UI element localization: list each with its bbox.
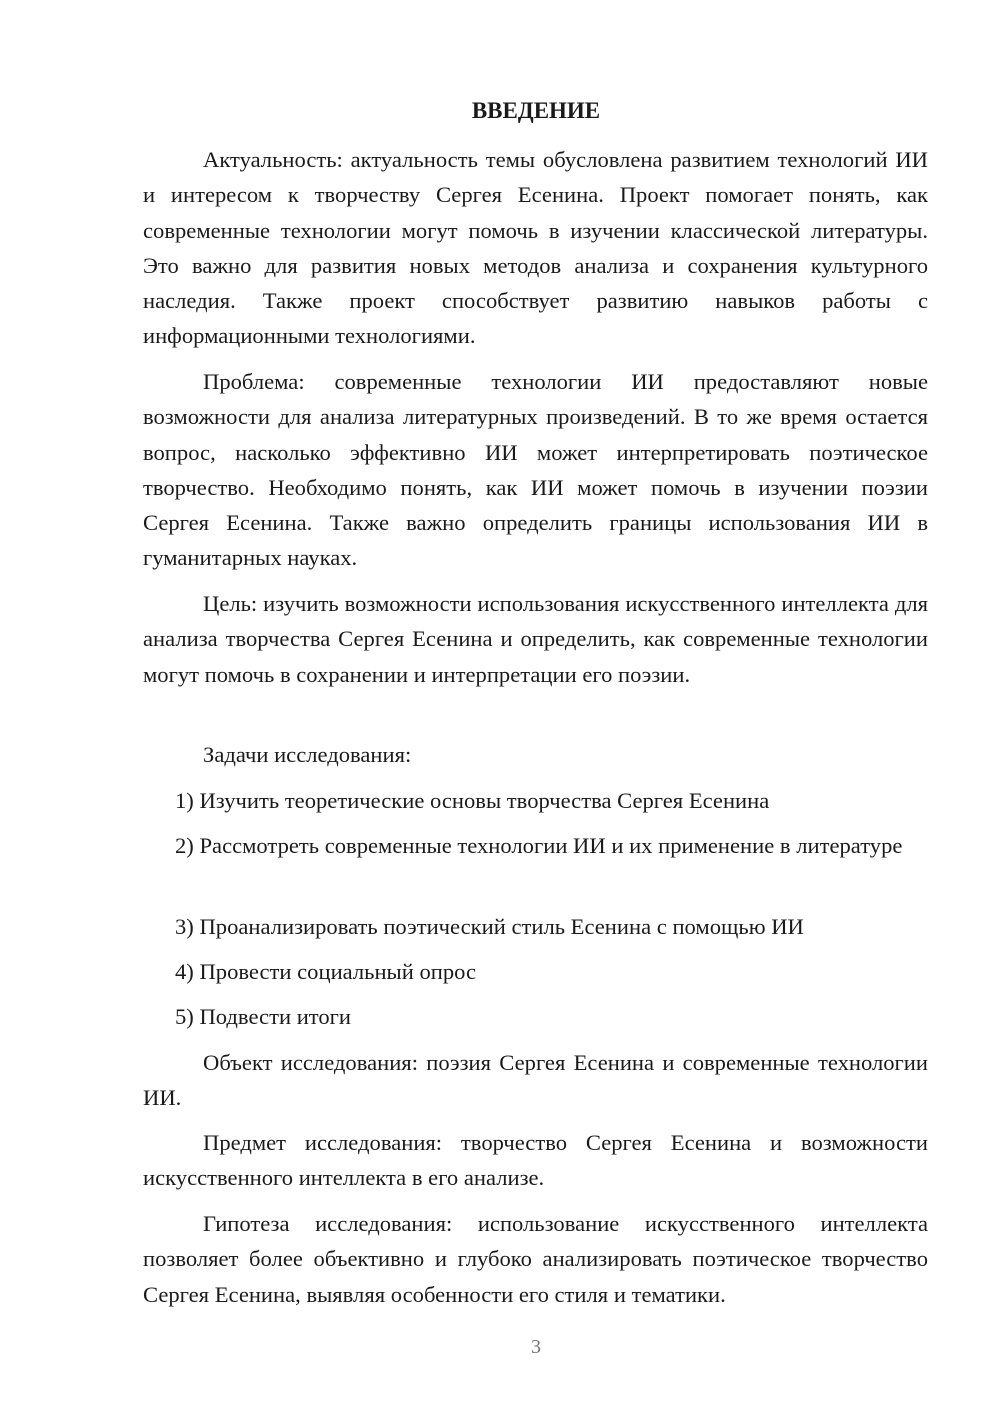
problem-paragraph: Проблема: современные технологии ИИ предоставляют новые возможности для анализа литературных произведений. В то же время остается вопрос, насколько эффективно ИИ может интерпретировать поэтическое творчество. Необходимо понять, как ИИ может помочь в изучении поэзии Сергея Есенина. Также важно определить границы использования ИИ в гуманитарных науках.	[143, 369, 928, 571]
task-item: 1) Изучить теоретические основы творчества Сергея Есенина	[175, 788, 770, 813]
hypothesis-paragraph: Гипотеза исследования: использование искусственного интеллекта позволяет более объективно и глубоко анализировать поэтическое творчество Сергея Есенина, выявляя особенности его стиля и тематики.	[143, 1211, 928, 1307]
goal-paragraph: Цель: изучить возможности использования искусственного интеллекта для анализа творчества Сергея Есенина и определить, как современные технологии могут помочь в сохранении и интерпретации его поэзии.	[143, 591, 928, 687]
task-item: 5) Подвести итоги	[175, 1004, 352, 1029]
object-paragraph: Объект исследования: поэзия Сергея Есенина и современные технологии ИИ.	[143, 1050, 928, 1111]
task-item: 4) Провести социальный опрос	[175, 959, 477, 984]
relevance-paragraph: Актуальность: актуальность темы обусловлена развитием технологий ИИ и интересом к творчеству Сергея Есенина. Проект помогает понять, как современные технологии могут помочь в изучении классической литературы. Это важно для развития новых методов анализа и сохранения культурного наследия. Также проект способствует развитию навыков работы с информационными технологиями.	[143, 147, 928, 349]
tasks-heading: Задачи исследования:	[203, 742, 412, 767]
task-item: 2) Рассмотреть современные технологии ИИ и их применение в литературе	[175, 833, 903, 858]
subject-paragraph: Предмет исследования: творчество Сергея Есенина и возможности искусственного интеллекта в его анализе.	[143, 1130, 928, 1191]
page-number: 3	[531, 1336, 541, 1358]
task-item: 3) Проанализировать поэтический стиль Есенина с помощью ИИ	[175, 914, 804, 939]
section-title: ВВЕДЕНИЕ	[471, 98, 601, 123]
